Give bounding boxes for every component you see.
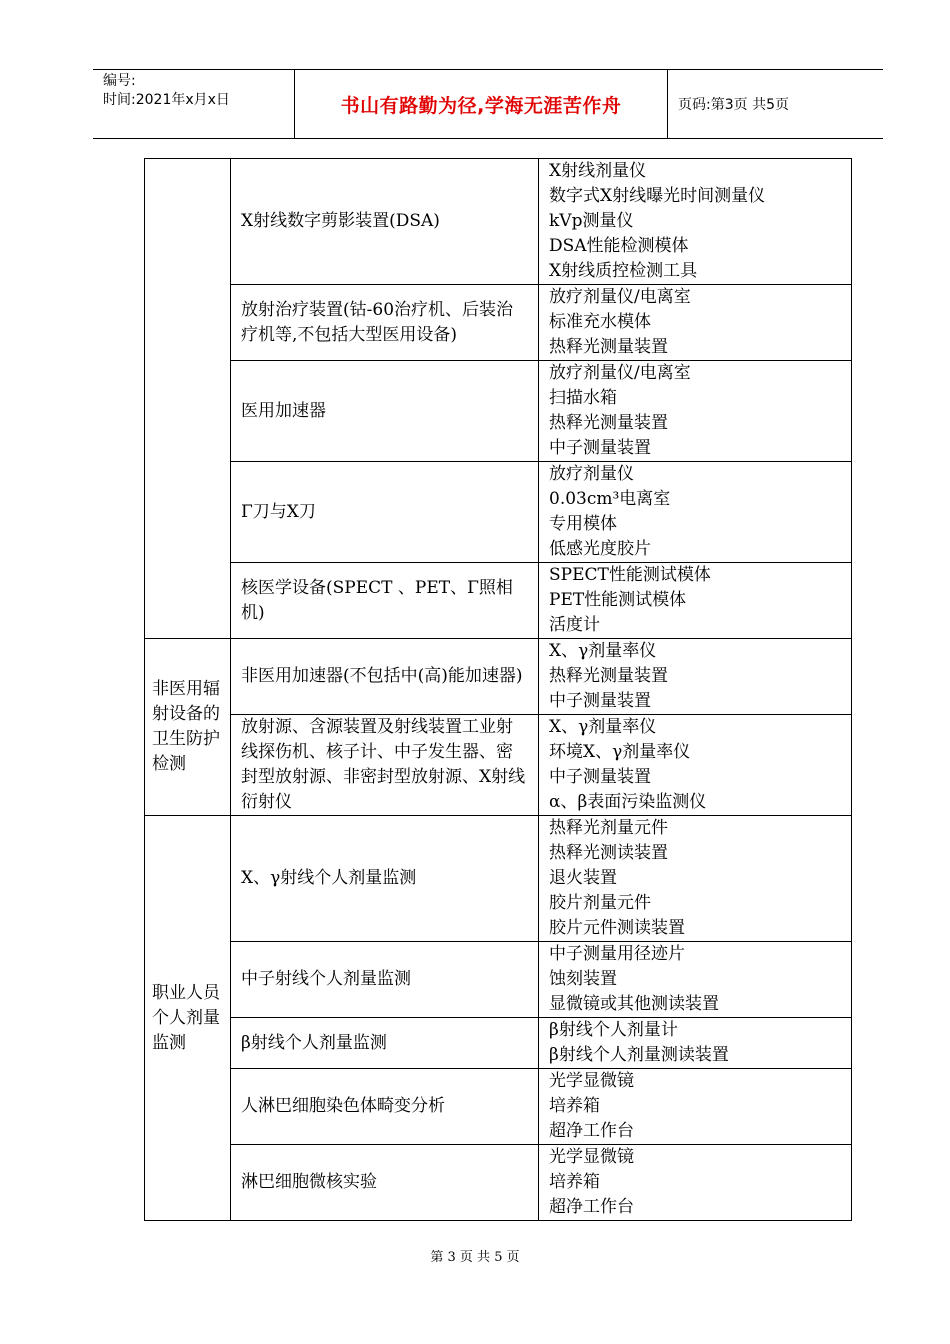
equipment-cell xyxy=(539,1018,852,1069)
equipment-line: α、β表面污染监测仪 xyxy=(549,792,707,812)
equipment-table xyxy=(144,158,852,1221)
item-cell: X射线数字剪影装置(DSA) xyxy=(231,159,539,285)
time-label: 时间:2021年x月x日 xyxy=(103,92,230,108)
category-cell-blank xyxy=(145,159,231,639)
equipment-line: 中子测量装置 xyxy=(549,438,651,458)
header-page-cell xyxy=(668,70,883,138)
equipment-line: kVp测量仪 xyxy=(549,211,634,231)
equipment-line: PET性能测试模体 xyxy=(549,590,687,610)
item-cell: 放射源、含源装置及射线装置工业射线探伤机、核子计、中子发生器、密封型放射源、非密封型放射源、X射线衍射仪 xyxy=(231,715,539,816)
equipment-line: X射线质控检测工具 xyxy=(549,261,698,281)
item-cell: 淋巴细胞微核实验 xyxy=(231,1145,539,1221)
equipment-line: 放疗剂量仪 xyxy=(549,464,634,484)
equipment-line: 退火装置 xyxy=(549,868,617,888)
equipment-line: 中子测量装置 xyxy=(549,691,651,711)
page-footer xyxy=(0,1246,950,1265)
equipment-cell xyxy=(539,816,852,942)
equipment-line: 低感光度胶片 xyxy=(549,539,651,559)
table-row xyxy=(145,159,852,285)
equipment-cell xyxy=(539,639,852,715)
item-cell: 中子射线个人剂量监测 xyxy=(231,942,539,1018)
equipment-line: X、γ剂量率仪 xyxy=(549,641,657,661)
equipment-line: DSA性能检测模体 xyxy=(549,236,689,256)
table-row xyxy=(145,816,852,942)
category-label: 非医用辐射设备的卫生防护检测 xyxy=(152,679,220,774)
category-cell xyxy=(145,816,231,1221)
equipment-line: 专用模体 xyxy=(549,514,617,534)
header-motto-cell xyxy=(295,70,668,138)
equipment-cell xyxy=(539,361,852,462)
equipment-line: 胶片剂量元件 xyxy=(549,893,651,913)
item-cell: X、γ射线个人剂量监测 xyxy=(231,816,539,942)
motto-text: 书山有路勤为径,学海无涯苦作舟 xyxy=(340,94,622,117)
doc-number-label: 编号: xyxy=(103,73,136,89)
equipment-line: 蚀刻装置 xyxy=(549,969,617,989)
equipment-line: 放疗剂量仪/电离室 xyxy=(549,363,691,383)
equipment-line: 0.03cm³电离室 xyxy=(549,489,671,509)
equipment-cell xyxy=(539,285,852,361)
equipment-line: 超净工作台 xyxy=(549,1121,634,1141)
category-cell xyxy=(145,639,231,816)
page-number-label: 页码:第3页 共5页 xyxy=(678,97,789,113)
equipment-line: SPECT性能测试模体 xyxy=(549,565,711,585)
equipment-line: 中子测量装置 xyxy=(549,767,651,787)
equipment-line: 光学显微镜 xyxy=(549,1071,634,1091)
equipment-line: 培养箱 xyxy=(549,1172,600,1192)
equipment-cell xyxy=(539,942,852,1018)
table-row xyxy=(145,1069,852,1145)
category-label: 职业人员个人剂量监测 xyxy=(152,982,220,1053)
equipment-line: 放疗剂量仪/电离室 xyxy=(549,287,691,307)
table-row xyxy=(145,285,852,361)
equipment-line: 热释光剂量元件 xyxy=(549,818,668,838)
equipment-line: 扫描水箱 xyxy=(549,388,617,408)
table-row xyxy=(145,361,852,462)
equipment-line: 热释光测量装置 xyxy=(549,413,668,433)
equipment-line: 热释光测量装置 xyxy=(549,337,668,357)
item-cell: 医用加速器 xyxy=(231,361,539,462)
table-row xyxy=(145,942,852,1018)
equipment-line: 胶片元件测读装置 xyxy=(549,918,685,938)
equipment-line: β射线个人剂量测读装置 xyxy=(549,1045,729,1065)
table-row xyxy=(145,1145,852,1221)
equipment-cell xyxy=(539,1069,852,1145)
item-cell: 核医学设备(SPECT 、PET、Γ照相机) xyxy=(231,563,539,639)
table-row xyxy=(145,563,852,639)
equipment-line: 培养箱 xyxy=(549,1096,600,1116)
table-row xyxy=(145,1018,852,1069)
equipment-line: X射线剂量仪 xyxy=(549,161,647,181)
equipment-cell xyxy=(539,563,852,639)
equipment-line: 标准充水模体 xyxy=(549,312,651,332)
equipment-line: β射线个人剂量计 xyxy=(549,1020,678,1040)
page-header xyxy=(93,69,883,139)
footer-page-number: 第 3 页 共 5 页 xyxy=(430,1250,520,1265)
item-cell: 放射治疗装置(钴-60治疗机、后装治疗机等,不包括大型医用设备) xyxy=(231,285,539,361)
item-cell: Γ刀与X刀 xyxy=(231,462,539,563)
table-row xyxy=(145,462,852,563)
equipment-line: 光学显微镜 xyxy=(549,1147,634,1167)
equipment-cell xyxy=(539,159,852,285)
equipment-cell xyxy=(539,462,852,563)
equipment-line: 活度计 xyxy=(549,615,600,635)
equipment-line: 超净工作台 xyxy=(549,1197,634,1217)
equipment-line: 环境X、γ剂量率仪 xyxy=(549,742,691,762)
header-info-cell xyxy=(93,70,295,138)
item-cell: β射线个人剂量监测 xyxy=(231,1018,539,1069)
item-cell: 非医用加速器(不包括中(高)能加速器) xyxy=(231,639,539,715)
table-row xyxy=(145,715,852,816)
equipment-line: 显微镜或其他测读装置 xyxy=(549,994,719,1014)
equipment-line: 中子测量用径迹片 xyxy=(549,944,685,964)
equipment-cell xyxy=(539,715,852,816)
equipment-line: 热释光测量装置 xyxy=(549,666,668,686)
equipment-line: 热释光测读装置 xyxy=(549,843,668,863)
table-row xyxy=(145,639,852,715)
equipment-line: 数字式X射线曝光时间测量仪 xyxy=(549,186,766,206)
equipment-cell xyxy=(539,1145,852,1221)
equipment-line: X、γ剂量率仪 xyxy=(549,717,657,737)
item-cell: 人淋巴细胞染色体畸变分析 xyxy=(231,1069,539,1145)
